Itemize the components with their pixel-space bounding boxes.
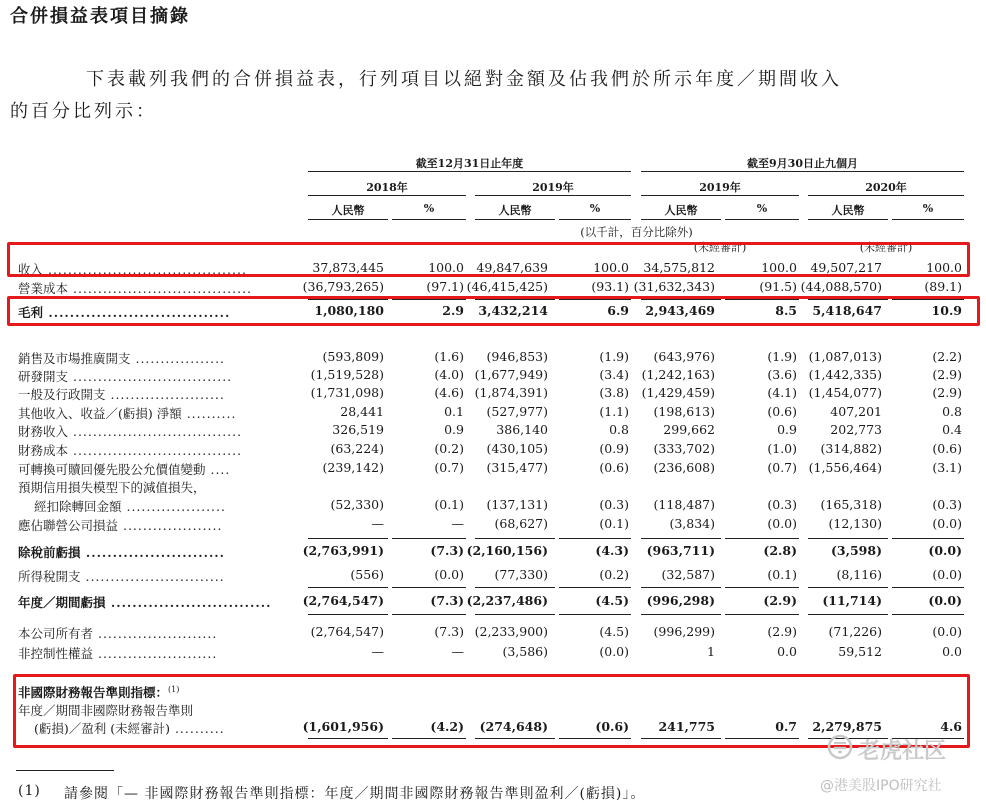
row-label: 本公司所有者 ........................ — [18, 626, 218, 641]
percent-cell: (2.9) — [767, 624, 797, 639]
amount-cell: (1,442,335) — [808, 367, 882, 382]
table-row — [0, 593, 986, 609]
percent-cell: (4.2) — [430, 719, 464, 734]
amount-cell: (198,613) — [653, 404, 715, 419]
amount-cell: (165,318) — [820, 497, 882, 512]
percent-cell: (3.4) — [599, 367, 629, 382]
amount-cell: (46,415,425) — [466, 279, 548, 294]
amount-cell: (1,874,391) — [474, 385, 548, 400]
amount-cell: 34,575,812 — [643, 260, 715, 275]
percent-cell: (4.1) — [767, 385, 797, 400]
unaudited-note-2019: (未經審計) — [693, 241, 747, 254]
amount-cell: 5,418,647 — [812, 303, 882, 318]
percent-cell: — — [451, 516, 464, 531]
percent-cell: (91.5) — [759, 279, 797, 294]
amount-cell: (2,764,547) — [302, 593, 384, 608]
table-row — [0, 543, 986, 559]
amount-cell: — — [371, 516, 384, 531]
amount-cell: (1,519,528) — [310, 367, 384, 382]
row-label: 應佔聯營公司損益 .................... — [18, 518, 223, 533]
amount-cell: (137,131) — [486, 497, 548, 512]
percent-cell: (0.0) — [434, 567, 464, 582]
amount-cell: 241,775 — [658, 719, 715, 734]
percent-cell: 0.0 — [942, 644, 962, 659]
amount-cell: 326,519 — [332, 422, 384, 437]
percent-cell: (0.6) — [595, 719, 629, 734]
percent-cell: (4.5) — [595, 593, 629, 608]
percent-cell: 100.0 — [761, 260, 797, 275]
row-label: 一般及行政開支 ....................... — [18, 387, 225, 402]
watermark-logo — [826, 734, 854, 764]
page-title: 合併損益表項目摘錄 — [10, 6, 190, 27]
highlight-box-gross-profit — [7, 296, 980, 326]
percent-cell: (93.1) — [591, 279, 629, 294]
amount-cell: 3,432,214 — [478, 303, 548, 318]
tiger-logo-icon — [826, 734, 854, 760]
percent-cell: (2.9) — [932, 367, 962, 382]
percent-cell: (7.3) — [434, 624, 464, 639]
percent-cell: (7.3) — [430, 593, 464, 608]
amount-cell: (68,627) — [494, 516, 548, 531]
table-row — [0, 516, 986, 532]
amount-cell: (1,556,464) — [808, 460, 882, 475]
percent-cell: 0.1 — [444, 404, 464, 419]
highlight-box-revenue — [7, 242, 970, 277]
row-label: 研發開支 ................................ — [18, 369, 233, 384]
row-label: 收入 ........................................ — [18, 262, 247, 277]
percent-cell: (4.0) — [434, 367, 464, 382]
amount-cell: (2,160,156) — [466, 543, 548, 558]
amount-cell: (996,299) — [653, 624, 715, 639]
percent-cell: (3.6) — [767, 367, 797, 382]
header-currency: 人民幣 — [831, 204, 865, 217]
amount-cell: 2,279,875 — [812, 719, 882, 734]
amount-cell: 386,140 — [496, 422, 548, 437]
amount-cell: (52,330) — [330, 497, 384, 512]
percent-cell: (0.1) — [767, 567, 797, 582]
amount-cell: (31,632,343) — [633, 279, 715, 294]
percent-cell: (0.1) — [599, 516, 629, 531]
row-label: 毛利 .................................. — [18, 305, 231, 320]
amount-cell: 202,773 — [830, 422, 882, 437]
table-row — [0, 404, 986, 420]
nonifrs-line-2: (虧損)／盈利 (未經審計) .......... — [34, 721, 225, 736]
amount-cell: (2,233,900) — [474, 624, 548, 639]
row-label: 可轉換可贖回優先股公允價值變動 .... — [18, 462, 231, 477]
percent-cell: 0.9 — [777, 422, 797, 437]
amount-cell: 28,441 — [340, 404, 384, 419]
amount-cell: 37,873,445 — [312, 260, 384, 275]
percent-cell: (7.3) — [430, 543, 464, 558]
intro-line-2: 的百分比列示： — [10, 101, 157, 122]
header-group-nine-months: 截至9月30日止九個月 — [747, 157, 858, 170]
header-group-year: 截至12月31日止年度 — [415, 157, 524, 170]
table-row — [0, 385, 986, 401]
percent-cell: 6.9 — [607, 303, 629, 318]
amount-cell: (2,237,486) — [466, 593, 548, 608]
amount-cell: (8,116) — [836, 567, 882, 582]
amount-cell: 59,512 — [838, 644, 882, 659]
amount-cell: (1,731,098) — [310, 385, 384, 400]
percent-cell: (4.6) — [434, 385, 464, 400]
table-row — [0, 624, 986, 640]
header-currency: 人民幣 — [498, 204, 532, 217]
amount-cell: (1,087,013) — [808, 349, 882, 364]
amount-cell: 49,507,217 — [810, 260, 882, 275]
percent-cell: (2.9) — [932, 385, 962, 400]
table-row — [0, 422, 986, 438]
amount-cell: 1 — [707, 644, 715, 659]
percent-cell: (3.8) — [599, 385, 629, 400]
amount-cell: — — [371, 644, 384, 659]
percent-cell: 0.9 — [444, 422, 464, 437]
percent-cell: (0.6) — [599, 460, 629, 475]
amount-cell: (556) — [350, 567, 384, 582]
row-label: 經扣除轉回金額 .................... — [34, 499, 226, 514]
percent-cell: (1.0) — [767, 441, 797, 456]
row-label: 非控制性權益 ........................ — [18, 646, 218, 661]
amount-cell: (239,142) — [322, 460, 384, 475]
footnote-marker: (1) — [18, 783, 41, 799]
amount-cell: (996,298) — [646, 593, 715, 608]
percent-cell: (4.5) — [599, 624, 629, 639]
amount-cell: (1,677,949) — [474, 367, 548, 382]
table-row — [0, 279, 986, 295]
percent-cell: (0.0) — [932, 624, 962, 639]
header-currency: 人民幣 — [664, 204, 698, 217]
header-year-2018: 2018年 — [366, 181, 408, 194]
row-label: 年度／期間虧損 .............................. — [18, 595, 272, 610]
unaudited-note-2020: (未經審計) — [859, 241, 913, 254]
watermark-text: 老虎社区 — [858, 739, 947, 764]
percent-cell: 100.0 — [593, 260, 629, 275]
amount-cell: (3,834) — [669, 516, 715, 531]
amount-cell: 1,080,180 — [314, 303, 384, 318]
amount-cell: (1,601,956) — [302, 719, 384, 734]
percent-cell: 100.0 — [926, 260, 962, 275]
table-row — [0, 460, 986, 476]
amount-cell: 49,847,639 — [476, 260, 548, 275]
percent-cell: (1.9) — [767, 349, 797, 364]
amount-cell: (3,598) — [831, 543, 882, 558]
row-label: 除稅前虧損 .......................... — [18, 545, 226, 560]
amount-cell: (333,702) — [653, 441, 715, 456]
percent-cell: (1.9) — [599, 349, 629, 364]
percent-cell: (3.1) — [932, 460, 962, 475]
intro-line-1: 下表載列我們的合併損益表，行列項目以絕對金額及佔我們於所示年度／期間收入 — [86, 69, 842, 90]
percent-cell: (0.0) — [928, 593, 962, 608]
percent-cell: (0.6) — [767, 404, 797, 419]
percent-cell: (0.3) — [767, 497, 797, 512]
amount-cell: (274,648) — [479, 719, 548, 734]
percent-cell: (0.3) — [599, 497, 629, 512]
percent-cell: 100.0 — [428, 260, 464, 275]
header-year-2020: 2020年 — [865, 181, 907, 194]
percent-cell: — — [451, 644, 464, 659]
table-row — [0, 441, 986, 457]
nonifrs-heading: 非國際財務報告準則指標：$^{(1)}$ — [18, 684, 180, 700]
percent-cell: (2.2) — [932, 349, 962, 364]
amount-cell: (2,764,547) — [310, 624, 384, 639]
percent-cell: (2.8) — [763, 543, 797, 558]
percent-cell: 0.0 — [777, 644, 797, 659]
percent-cell: (0.0) — [932, 516, 962, 531]
header-percent: % — [423, 202, 435, 215]
amount-cell: (643,976) — [653, 349, 715, 364]
amount-cell: (3,586) — [502, 644, 548, 659]
amount-cell: (963,711) — [646, 543, 715, 558]
amount-cell: (315,477) — [486, 460, 548, 475]
percent-cell: (4.3) — [595, 543, 629, 558]
amount-cell: (118,487) — [653, 497, 715, 512]
percent-cell: 0.4 — [942, 422, 962, 437]
amount-cell: (36,793,265) — [302, 279, 384, 294]
percent-cell: (1.1) — [599, 404, 629, 419]
percent-cell: (0.0) — [932, 567, 962, 582]
percent-cell: 4.6 — [940, 719, 962, 734]
amount-cell: (63,224) — [330, 441, 384, 456]
amount-cell: (1,242,163) — [641, 367, 715, 382]
header-year-2019-nine: 2019年 — [699, 181, 741, 194]
row-label: 營業成本 .................................... — [18, 281, 253, 296]
row-label: 其他收入、收益／(虧損) 淨額 .......... — [18, 406, 237, 421]
amount-cell: (314,882) — [820, 441, 882, 456]
table-row — [0, 567, 986, 583]
header-percent: % — [922, 202, 934, 215]
percent-cell: 0.7 — [775, 719, 797, 734]
amount-cell: (2,763,991) — [302, 543, 384, 558]
watermark-handle: @港美股IPO研究社 — [820, 778, 942, 794]
amount-cell: (44,088,570) — [800, 279, 882, 294]
percent-cell: (0.2) — [434, 441, 464, 456]
amount-cell: (1,429,459) — [641, 385, 715, 400]
row-label: 預期信用損失模型下的減值損失， — [18, 480, 206, 495]
amount-cell: 299,662 — [663, 422, 715, 437]
footnote-text: 請參閱「— 非國際財務報告準則指標：年度／期間非國際財務報告準則盈利／(虧損)」。 — [64, 786, 646, 802]
percent-cell: 2.9 — [442, 303, 464, 318]
header-currency: 人民幣 — [331, 204, 365, 217]
percent-cell: (97.1) — [426, 279, 464, 294]
row-label: 所得稅開支 ............................ — [18, 569, 225, 584]
percent-cell: 8.5 — [775, 303, 797, 318]
amount-cell: (527,977) — [486, 404, 548, 419]
percent-cell: (2.9) — [763, 593, 797, 608]
amount-cell: (430,105) — [486, 441, 548, 456]
row-label: 財務收入 .................................. — [18, 424, 243, 439]
amount-cell: (236,608) — [653, 460, 715, 475]
percent-cell: (0.0) — [767, 516, 797, 531]
percent-cell: (0.0) — [599, 644, 629, 659]
percent-cell: 0.8 — [942, 404, 962, 419]
table-row — [0, 367, 986, 383]
percent-cell: 0.8 — [609, 422, 629, 437]
amount-cell: (32,587) — [661, 567, 715, 582]
unit-note: (以千計，百分比除外) — [580, 225, 693, 239]
percent-cell: (0.7) — [767, 460, 797, 475]
row-label: 財務成本 .................................. — [18, 443, 243, 458]
percent-cell: (0.9) — [599, 441, 629, 456]
amount-cell: (11,714) — [822, 593, 882, 608]
percent-cell: (0.1) — [434, 497, 464, 512]
percent-cell: (0.2) — [599, 567, 629, 582]
row-label: 銷售及市場推廣開支 .................. — [18, 351, 226, 366]
percent-cell: (0.0) — [928, 543, 962, 558]
header-percent: % — [756, 202, 768, 215]
amount-cell: (77,330) — [494, 567, 548, 582]
table-row — [0, 478, 986, 494]
percent-cell: (1.6) — [434, 349, 464, 364]
amount-cell: (71,226) — [828, 624, 882, 639]
header-percent: % — [589, 202, 601, 215]
amount-cell: (946,853) — [486, 349, 548, 364]
amount-cell: (12,130) — [828, 516, 882, 531]
percent-cell: (0.7) — [434, 460, 464, 475]
amount-cell: 2,943,469 — [645, 303, 715, 318]
table-row — [0, 644, 986, 660]
percent-cell: (89.1) — [924, 279, 962, 294]
header-year-2019: 2019年 — [532, 181, 574, 194]
percent-cell: (0.3) — [932, 497, 962, 512]
table-row — [0, 497, 986, 513]
nonifrs-line-1: 年度／期間非國際財務報告準則 — [18, 703, 194, 718]
percent-cell: (0.6) — [932, 441, 962, 456]
table-row — [0, 349, 986, 365]
amount-cell: (1,454,077) — [808, 385, 882, 400]
amount-cell: (593,809) — [322, 349, 384, 364]
percent-cell: 10.9 — [931, 303, 962, 318]
amount-cell: 407,201 — [830, 404, 882, 419]
